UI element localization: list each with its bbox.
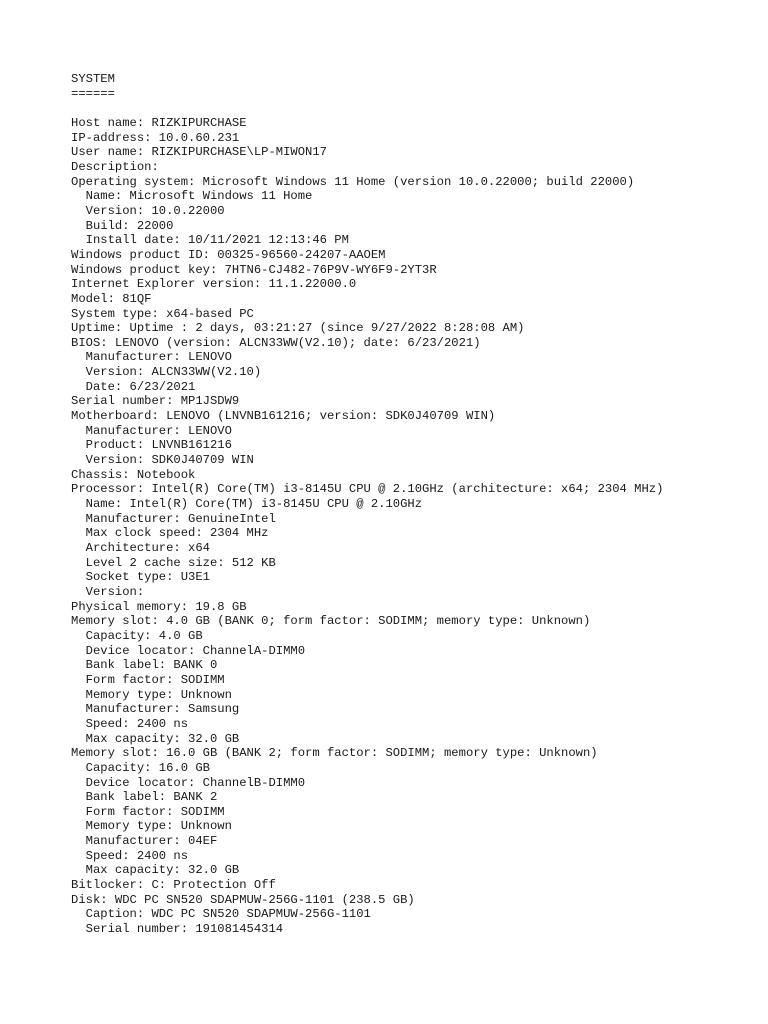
info-line: Form factor: SODIMM	[71, 804, 225, 819]
info-line: Manufacturer: GenuineIntel	[71, 511, 276, 526]
info-line: Memory slot: 16.0 GB (BANK 2; form factor: SODIMM; memory type: Unknown)	[71, 746, 598, 761]
info-line: Bank label: BANK 2	[71, 790, 218, 805]
info-line: Operating system: Microsoft Windows 11 Home (version 10.0.22000; build 22000)	[71, 174, 635, 189]
info-line: Manufacturer: Samsung	[71, 702, 240, 717]
info-line: Build: 22000	[71, 218, 174, 233]
info-line: Socket type: U3E1	[71, 570, 210, 585]
info-line: Date: 6/23/2021	[71, 379, 196, 394]
info-line: Uptime: Uptime : 2 days, 03:21:27 (since 9/27/2022 8:28:08 AM)	[71, 321, 525, 336]
info-line: Memory slot: 4.0 GB (BANK 0; form factor: SODIMM; memory type: Unknown)	[71, 614, 591, 629]
info-line: BIOS: LENOVO (version: ALCN33WW(V2.10); date: 6/23/2021)	[71, 335, 481, 350]
info-line: Caption: WDC PC SN520 SDAPMUW-256G-1101	[71, 907, 371, 922]
info-line: Device locator: ChannelA-DIMM0	[71, 643, 306, 658]
info-line: Install date: 10/11/2021 12:13:46 PM	[71, 233, 349, 248]
info-line: Product: LNVNB161216	[71, 438, 232, 453]
info-line: Form factor: SODIMM	[71, 672, 225, 687]
info-line: Memory type: Unknown	[71, 687, 232, 702]
info-line: Capacity: 4.0 GB	[71, 628, 203, 643]
info-line: User name: RIZKIPURCHASE\LP-MIWON17	[71, 145, 327, 160]
system-info-document	[71, 72, 761, 937]
info-line: Architecture: x64	[71, 541, 210, 555]
info-line: Capacity: 16.0 GB	[71, 760, 210, 775]
info-line: Host name: RIZKIPURCHASE	[71, 115, 247, 130]
blank-line	[71, 101, 761, 116]
info-line: Level 2 cache size: 512 KB	[71, 555, 276, 570]
info-line: IP-address: 10.0.60.231	[71, 130, 240, 145]
info-line: Name: Microsoft Windows 11 Home	[71, 189, 313, 204]
info-line: Processor: Intel(R) Core(TM) i3-8145U CPU @ 2.10GHz (architecture: x64; 2304 MHz)	[71, 482, 664, 497]
info-line: Internet Explorer version: 11.1.22000.0	[71, 277, 357, 292]
info-line: Memory type: Unknown	[71, 819, 232, 834]
info-line: Description:	[71, 159, 159, 174]
info-lines	[71, 116, 761, 937]
info-line: Model: 81QF	[71, 291, 152, 306]
info-line: Version: 10.0.22000	[71, 203, 225, 218]
info-line: Manufacturer: LENOVO	[71, 423, 232, 438]
info-line: Chassis: Notebook	[71, 467, 196, 482]
info-line: Bank label: BANK 0	[71, 658, 218, 673]
info-line: Device locator: ChannelB-DIMM0	[71, 775, 306, 790]
info-line: Physical memory: 19.8 GB	[71, 599, 247, 614]
info-line: Max capacity: 32.0 GB	[71, 731, 240, 746]
section-heading: SYSTEM	[71, 72, 115, 86]
info-line: Speed: 2400 ns	[71, 848, 189, 863]
info-line: Manufacturer: LENOVO	[71, 350, 232, 365]
info-line: Max clock speed: 2304 MHz	[71, 526, 269, 541]
info-line: Manufacturer: 04EF	[71, 834, 218, 849]
info-line: Version: SDK0J40709 WIN	[71, 453, 254, 468]
info-line: Disk: WDC PC SN520 SDAPMUW-256G-1101 (238.5 GB)	[71, 892, 415, 907]
info-line: Name: Intel(R) Core(TM) i3-8145U CPU @ 2.10GHz	[71, 497, 423, 512]
section-heading-underline: ======	[71, 86, 115, 101]
info-line: System type: x64-based PC	[71, 306, 254, 321]
info-line: Windows product key: 7HTN6-CJ482-76P9V-WY6F9-2YT3R	[71, 262, 437, 277]
info-line: Bitlocker: C: Protection Off	[71, 878, 276, 893]
info-line: Speed: 2400 ns	[71, 716, 189, 731]
info-line: Serial number: 191081454314	[71, 922, 284, 937]
info-line: Max capacity: 32.0 GB	[71, 863, 240, 878]
info-line: Motherboard: LENOVO (LNVNB161216; version: SDK0J40709 WIN)	[71, 409, 496, 424]
info-line: Version:	[71, 584, 145, 599]
info-line: Version: ALCN33WW(V2.10)	[71, 365, 262, 380]
info-line: Windows product ID: 00325-96560-24207-AAOEM	[71, 247, 386, 262]
info-line: Serial number: MP1JSDW9	[71, 394, 240, 409]
